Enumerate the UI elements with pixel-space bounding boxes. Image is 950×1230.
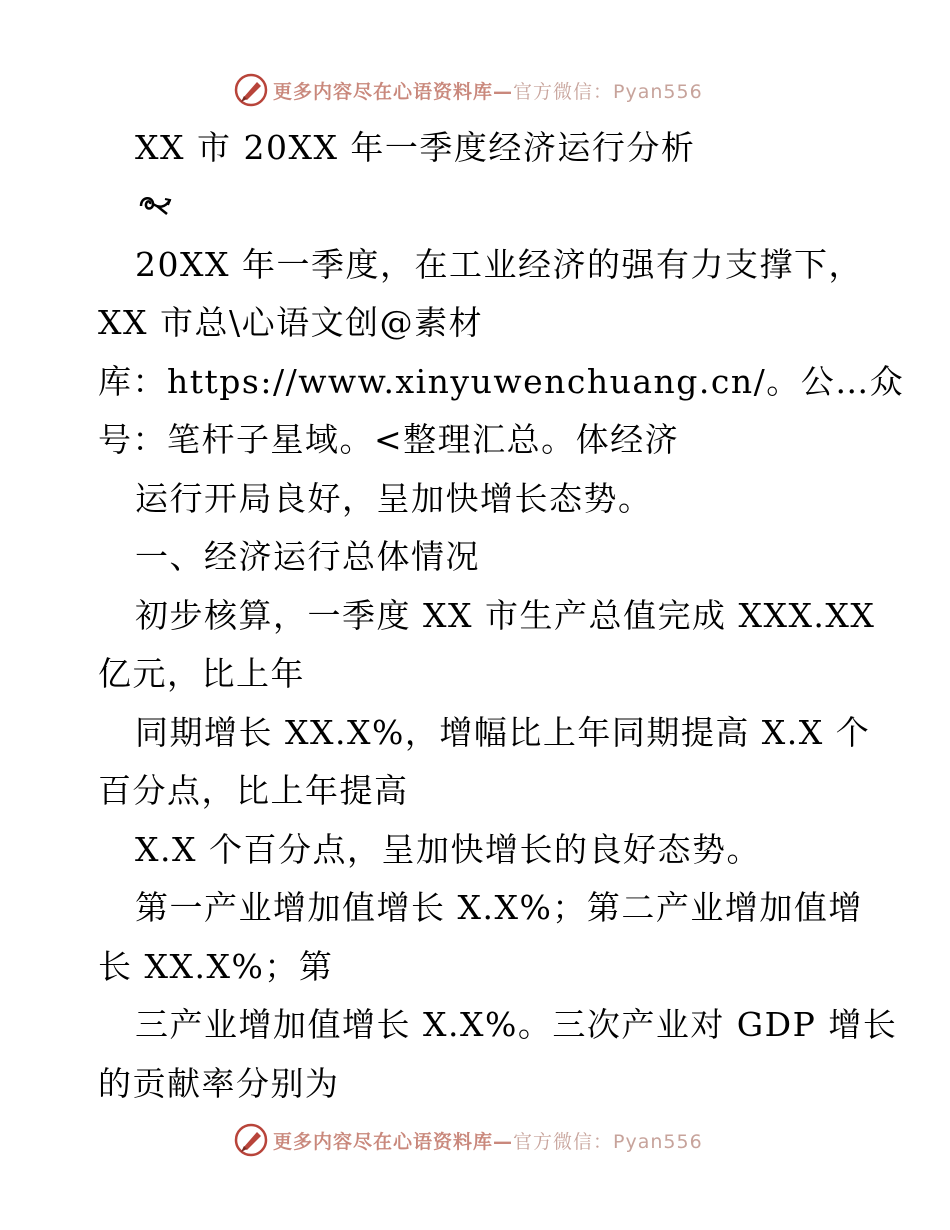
flourish-ornament-icon bbox=[137, 190, 173, 218]
paragraph-line: 长 XX.X%；第 bbox=[98, 947, 334, 986]
pen-logo-icon bbox=[233, 1122, 269, 1158]
paragraph-line: 同期增长 XX.X%，增幅比上年同期提高 X.X 个 bbox=[135, 713, 871, 752]
paragraph-line: 20XX 年一季度，在工业经济的强有力支撑下， bbox=[135, 245, 863, 284]
section-heading: 一、经济运行总体情况 bbox=[135, 537, 480, 576]
banner-wechat: 官方微信：Pyan556 bbox=[513, 1130, 703, 1153]
paragraph-line: 号：笔杆子星域。<整理汇总。体经济 bbox=[98, 420, 680, 459]
paragraph-line: 第一产业增加值增长 X.X%；第二产业增加值增 bbox=[135, 888, 863, 927]
paragraph-line: 三产业增加值增长 X.X%。三次产业对 GDP 增长 bbox=[135, 1005, 898, 1044]
banner-text: 更多内容尽在心语资料库— bbox=[273, 80, 514, 103]
footer-watermark-banner bbox=[233, 1120, 703, 1160]
paragraph-line: 的贡献率分别为 bbox=[98, 1064, 340, 1103]
pen-logo-icon bbox=[233, 72, 269, 108]
paragraph-line: 百分点，比上年提高 bbox=[98, 771, 409, 810]
banner-wechat: 官方微信：Pyan556 bbox=[513, 80, 703, 103]
paragraph-line: 库：https://www.xinyuwenchuang.cn/。公…众 bbox=[98, 362, 905, 401]
paragraph-line: X.X 个百分点，呈加快增长的良好态势。 bbox=[135, 830, 761, 869]
header-watermark-banner bbox=[233, 70, 703, 110]
paragraph-line: 运行开局良好，呈加快增长态势。 bbox=[135, 479, 653, 518]
paragraph-line: XX 市总\心语文创@素材 bbox=[98, 303, 484, 342]
document-title: XX 市 20XX 年一季度经济运行分析 bbox=[135, 128, 696, 167]
banner-text: 更多内容尽在心语资料库— bbox=[273, 1130, 514, 1153]
paragraph-line: 亿元，比上年 bbox=[98, 654, 305, 693]
paragraph-line: 初步核算，一季度 XX 市生产总值完成 XXX.XX bbox=[135, 596, 876, 635]
